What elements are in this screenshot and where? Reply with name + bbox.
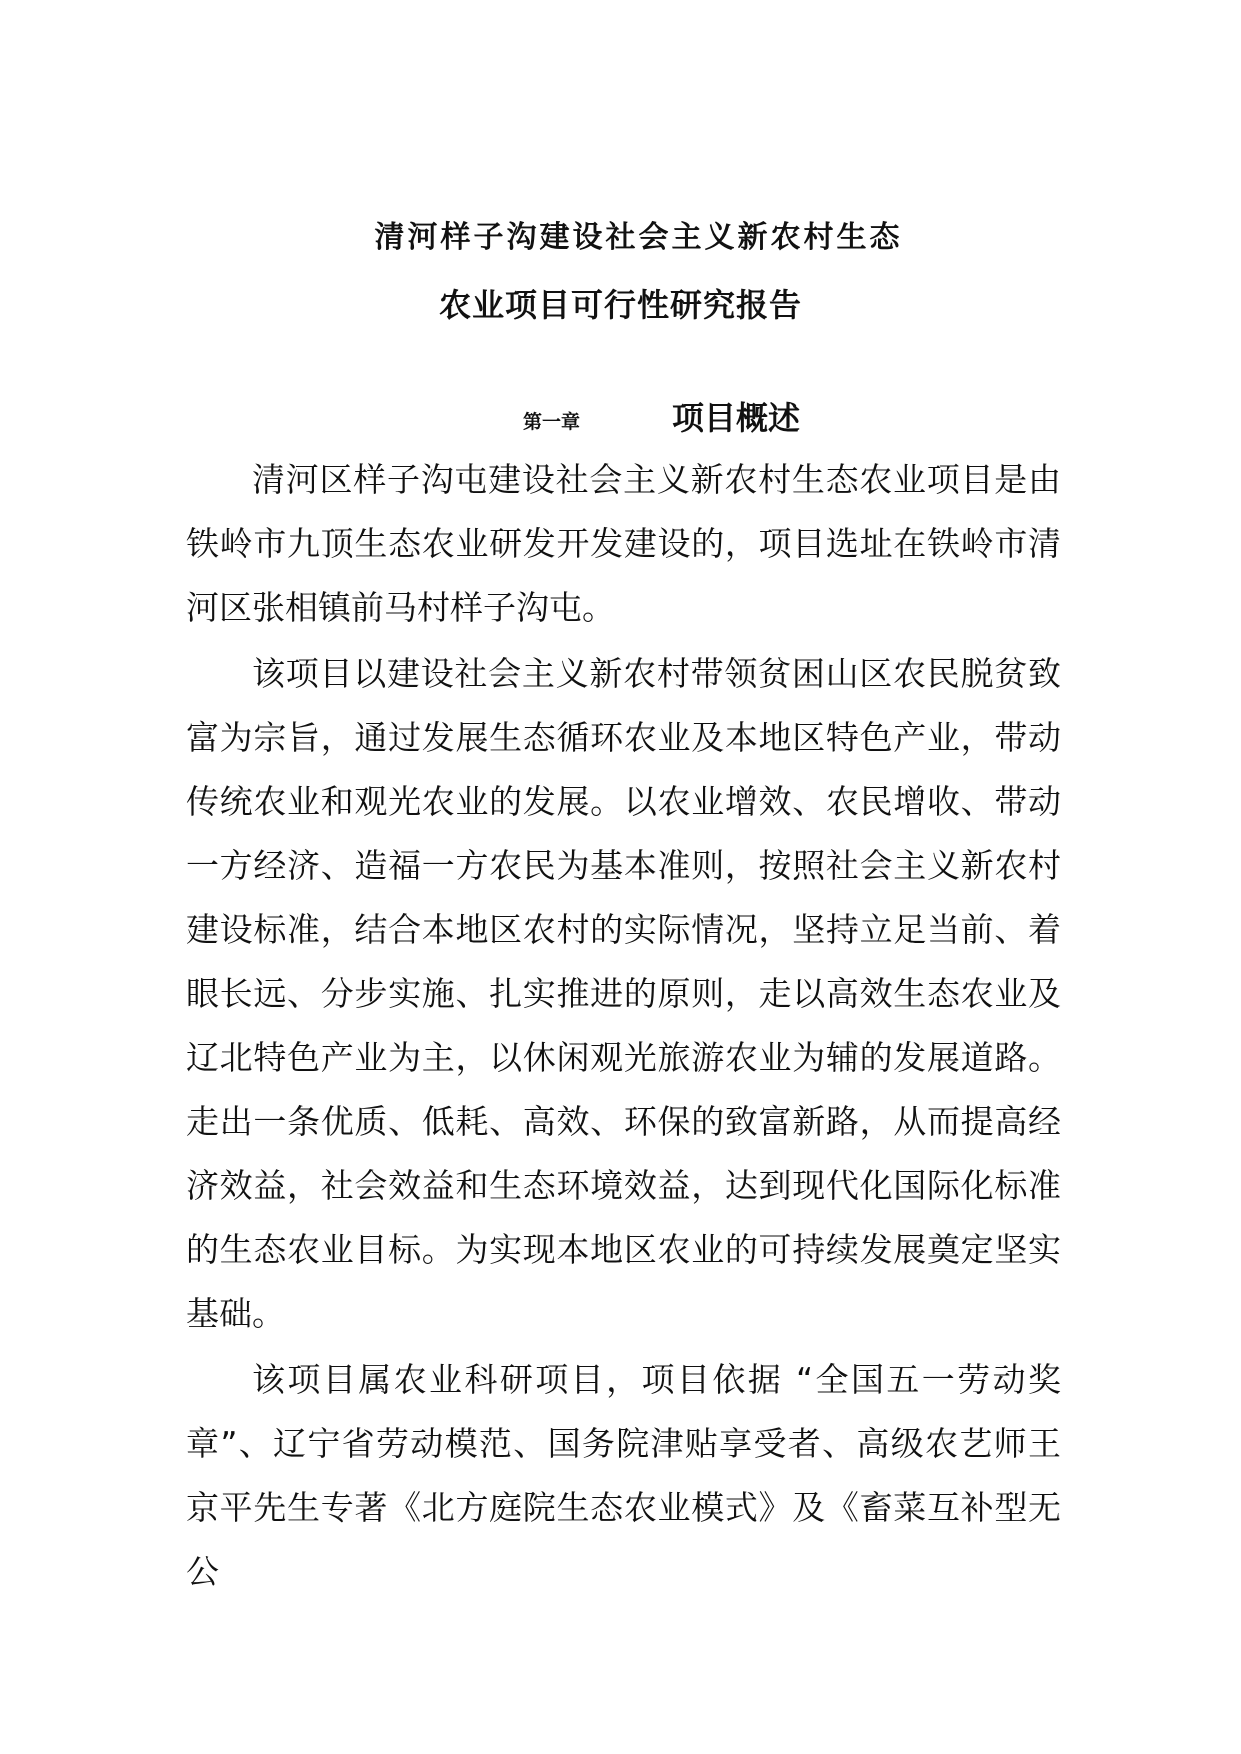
document-title-line-1: 清河样子沟建设社会主义新农村生态 xyxy=(374,220,903,255)
chapter-number: 第一章 xyxy=(523,411,581,433)
paragraph-3: 该项目属农业科研项目，项目依据 “全国五一劳动奖章”、辽宁省劳动模范、国务院津贴享受者、高级农艺师王京平先生专著《北方庭院生态农业模式》及《畜菜互补型无公 xyxy=(186,1360,1061,1591)
document-title-line-2: 农业项目可行性研究报告 xyxy=(438,286,802,324)
chapter-heading xyxy=(0,393,1241,437)
chapter-title: 项目概述 xyxy=(672,399,801,437)
paragraph-1: 清河区样子沟屯建设社会主义新农村生态农业项目是由铁岭市九顶生态农业研发开发建设的，项目选址在铁岭市清河区张相镇前马村样子沟屯。 xyxy=(186,460,1061,627)
document-body xyxy=(186,448,1061,1606)
paragraph-2: 该项目以建设社会主义新农村带领贫困山区农民脱贫致富为宗旨，通过发展生态循环农业及本地区特色产业，带动传统农业和观光农业的发展。以农业增效、农民增收、带动一方经济、造福一方农民为基本准则，按照社会主义新农村建设标准，结合本地区农村的实际情况，坚持立足当前、着眼长远、分步实施、扎实推进的原则，走以高效生态农业及辽北特色产业为主，以休闲观光旅游农业为辅的发展道路。走出一条优质、低耗、高效、环保的致富新路，从而提高经济效益，社会效益和生态环境效益，达到现代化国际化标准的生态农业目标。为实现本地区农业的可持续发展奠定坚实基础。 xyxy=(186,654,1061,1333)
